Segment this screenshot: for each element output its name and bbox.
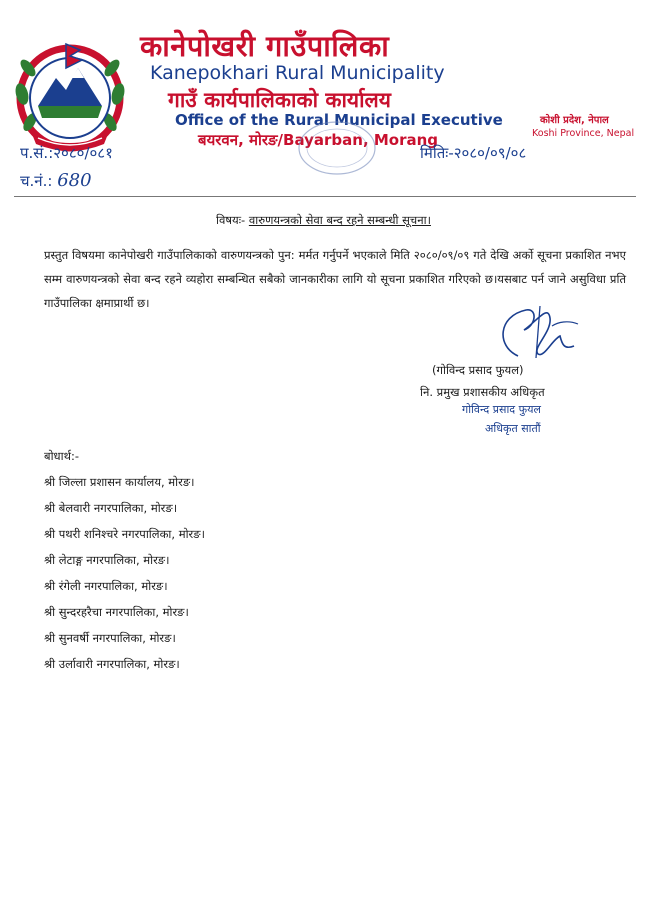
header-divider [14, 196, 636, 197]
province-english: Koshi Province, Nepal [532, 128, 635, 139]
stamp-name: गोविन्द प्रसाद फुयल [462, 403, 541, 416]
header-title-english: Kanepokhari Rural Municipality [150, 62, 445, 84]
subject-text: वारुणयन्त्रको सेवा बन्द रहने सम्बन्धी सूचना। [248, 213, 431, 227]
cc-recipient: श्री रंगेली नगरपालिका, मोरङ। [44, 579, 168, 593]
dispatch-number-handwritten: 680 [57, 170, 92, 191]
province-nepali: कोशी प्रदेश, नेपाल [540, 115, 609, 126]
signatory-name: (गोविन्द प्रसाद फुयल) [432, 363, 524, 377]
header-office-english: Office of the Rural Municipal Executive [175, 111, 503, 129]
header-address: बयरवन, मोरङ/Bayarban, Morang [198, 131, 439, 149]
cc-recipient-list [44, 469, 205, 677]
office-seal-icon [292, 118, 382, 178]
stamp-title: अधिकृत सातौं [485, 422, 541, 435]
letter-body: प्रस्तुत विषयमा कानेपोखरी गाउँपालिकाको वारुणयन्त्रको पुन: मर्मत गर्नुपर्ने भएकाले मिति २०८०/०९/०९ गते देखि अर्को सूचना प्रकाशित नभए सम्म वारुणयन्त्रको सेवा बन्द रहने व्यहोरा सम्बन्धित सबैको जानकारीका लागि यो सूचना प्रकाशित गरिएको छ।यसबाट पर्न जाने असुविधा प्रति गाउँपालिका क्षमाप्रार्थी छ। [44, 248, 626, 310]
cc-recipient: श्री लेटाङ्ग नगरपालिका, मोरङ। [44, 553, 170, 567]
signature-icon [478, 296, 588, 368]
cc-recipient: श्री उर्लावारी नगरपालिका, मोरङ। [44, 657, 180, 671]
dispatch-label: च.नं.: [20, 172, 53, 190]
header-title-nepali: कानेपोखरी गाउँपालिका [140, 29, 390, 63]
letter-subject [0, 213, 647, 228]
municipality-emblem-icon [8, 38, 132, 156]
letter-date: मितिः-२०८०/०९/०८ [420, 144, 527, 162]
cc-recipient: श्री जिल्ला प्रशासन कार्यालय, मोरङ। [44, 475, 195, 489]
cc-recipient: श्री बेलवारी नगरपालिका, मोरङ। [44, 501, 178, 515]
subject-label: विषयः- [216, 213, 246, 227]
header-office-nepali: गाउँ कार्यपालिकाको कार्यालय [168, 88, 391, 112]
cc-recipient: श्री पथरी शनिश्चरे नगरपालिका, मोरङ। [44, 527, 205, 541]
cc-recipient: श्री सुनवर्षी नगरपालिका, मोरङ। [44, 631, 176, 645]
cc-recipient: श्री सुन्दरहरैचा नगरपालिका, मोरङ। [44, 605, 189, 619]
dispatch-number [20, 170, 92, 191]
reference-number: प.सं.:२०८०/०८१ [20, 144, 113, 162]
signatory-designation: नि. प्रमुख प्रशासकीय अधिकृत [420, 385, 545, 399]
cc-title: बोधार्थ:- [44, 449, 79, 463]
